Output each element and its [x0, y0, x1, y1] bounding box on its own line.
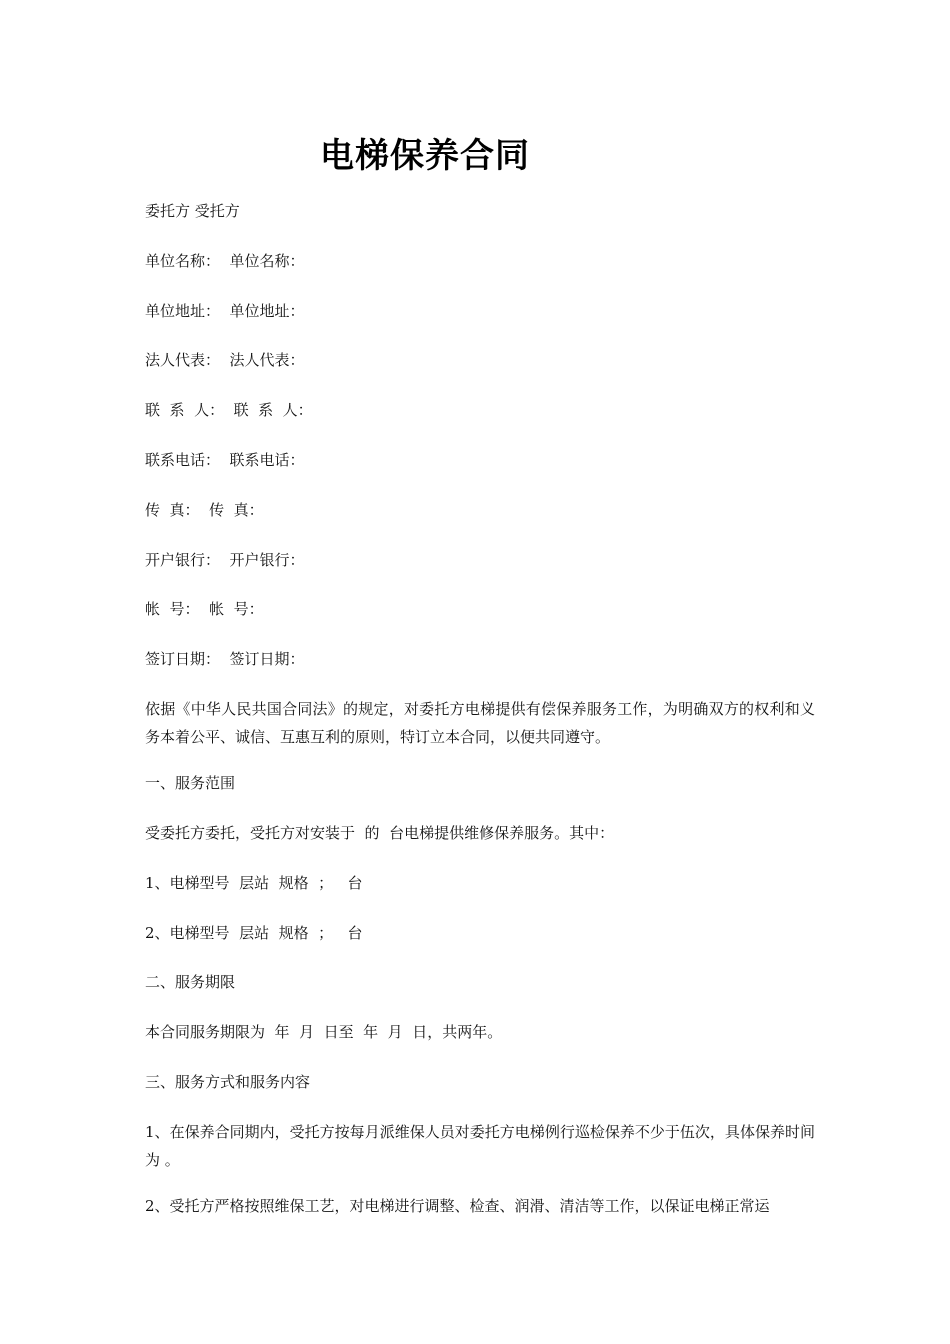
section3-heading: 三、服务方式和服务内容 — [145, 1073, 311, 1091]
field-company-address: 单位地址： 单位地址： — [145, 302, 305, 320]
field-bank: 开户银行： 开户银行： — [145, 551, 305, 569]
section3-item-1: 1、在保养合同期内，受托方按每月派维保人员对委托方电梯例行巡检保养不少于伍次，具体保养时间为 。 — [145, 1123, 815, 1169]
section1-item-1: 1、电梯型号 层站 规格 ； 台 — [145, 874, 363, 892]
field-account-number: 帐 号： 帐 号： — [145, 600, 264, 618]
document-title: 电梯保养合同 — [320, 136, 530, 176]
field-contact-person: 联 系 人： 联 系 人： — [145, 401, 313, 419]
parties-header: 委托方 受托方 — [145, 202, 240, 220]
section1-heading: 一、服务范围 — [145, 774, 236, 792]
section2-text: 本合同服务期限为 年 月 日至 年 月 日，共两年。 — [145, 1023, 503, 1041]
section1-item-2: 2、电梯型号 层站 规格 ； 台 — [145, 924, 363, 942]
field-company-name: 单位名称： 单位名称： — [145, 252, 305, 270]
field-signing-date: 签订日期： 签订日期： — [145, 650, 305, 668]
field-contact-phone: 联系电话： 联系电话： — [145, 451, 305, 469]
field-fax: 传 真： 传 真： — [145, 501, 264, 519]
section2-heading: 二、服务期限 — [145, 973, 236, 991]
section3-item-2: 2、受托方严格按照维保工艺，对电梯进行调整、检查、润滑、清洁等工作，以保证电梯正常运 — [145, 1197, 770, 1215]
section1-text: 受委托方委托，受托方对安装于 的 台电梯提供维修保养服务。其中： — [145, 824, 615, 842]
field-legal-representative: 法人代表： 法人代表： — [145, 351, 305, 369]
intro-paragraph: 依据《中华人民共国合同法》的规定，对委托方电梯提供有偿保养服务工作，为明确双方的权利和义务本着公平、诚信、互惠互利的原则，特订立本合同，以便共同遵守。 — [145, 700, 815, 746]
